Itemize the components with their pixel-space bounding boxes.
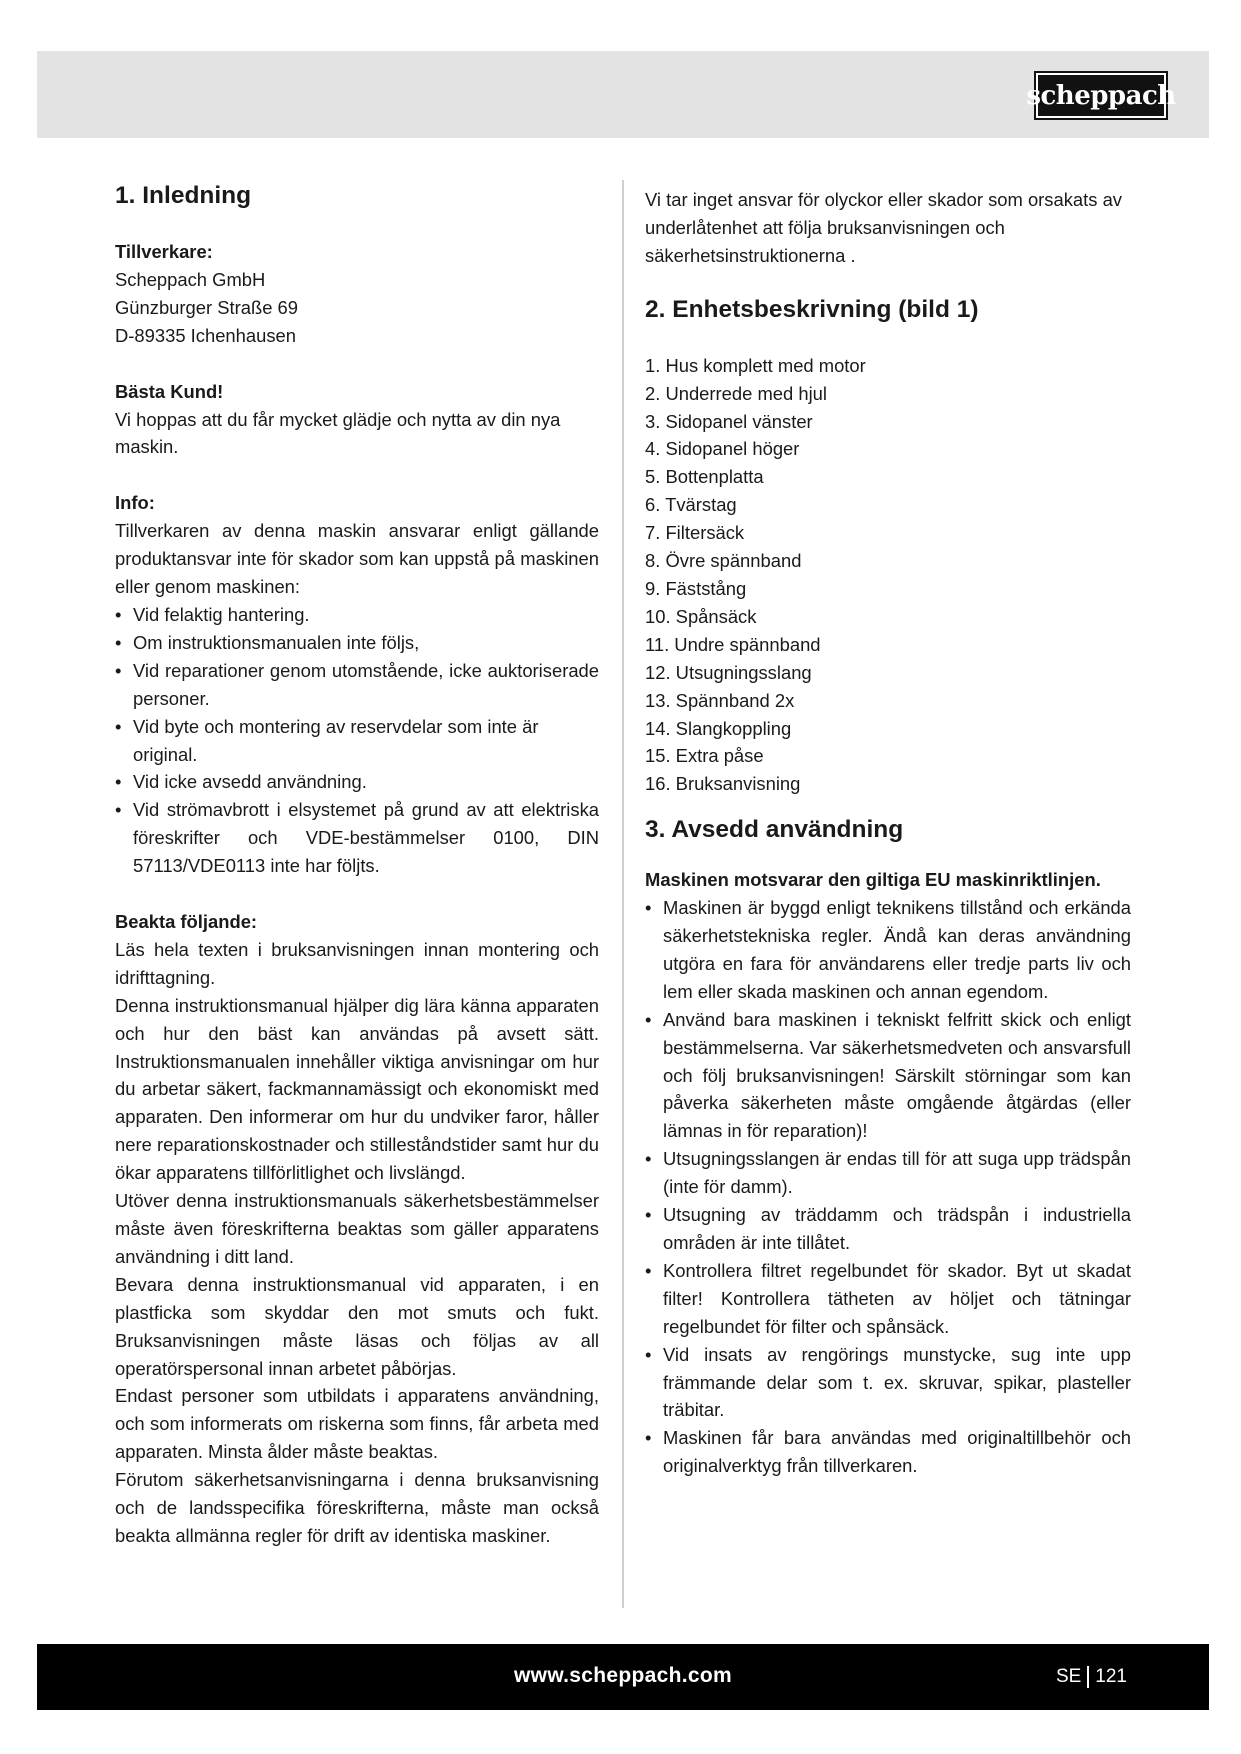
list-item: 10. Spånsäck — [645, 605, 757, 627]
note-paragraph: Bevara denna instruktionsmanual vid apparaten, i en plastficka som skyddar den mot smuts och fukt. Bruksanvisningen måste läsas och följas av all operatörspersonal innan arbetet påbörjas. — [115, 1273, 599, 1379]
list-item: • Vid strömavbrott i elsystemet på grund av att elektriska föreskrifter och VDE-bestämmelser 0100, DIN 57113/VDE0113 inte har följts. — [115, 796, 599, 880]
list-item: 2. Underrede med hjul — [645, 382, 827, 404]
list-item: • Vid byte och montering av reservdelar som inte är original. — [115, 713, 599, 769]
info-bullet-list — [115, 601, 599, 880]
list-item: • Kontrollera filtret regelbundet för skador. Byt ut skadat filter! Kontrollera tätheten av höljet och tätningar regelbundet för filter och spånsäck. — [645, 1257, 1131, 1341]
footer-band — [37, 1644, 1209, 1710]
list-item: • Om instruktionsmanualen inte följs, — [115, 629, 599, 657]
note-paragraph: Läs hela texten i bruksanvisningen innan montering och idrifttagning. — [115, 938, 599, 988]
section-2-title: 2. Enhetsbeskrivning (bild 1) — [645, 295, 979, 323]
page-number-value: 121 — [1095, 1666, 1127, 1687]
list-item: 8. Övre spännband — [645, 550, 802, 572]
list-item: 11. Undre spännband — [645, 633, 821, 655]
note-paragraph: Utöver denna instruktionsmanuals säkerhetsbestämmelser måste även föreskrifterna beaktas som gäller apparatens användning i ditt land. — [115, 1190, 599, 1267]
section-3-title: 3. Avsedd användning — [645, 816, 904, 844]
page-number — [1056, 1666, 1127, 1688]
list-item: • Maskinen är byggd enligt teknikens tillstånd och erkända säkerhetstekniska regler. Ändå kan deras användning utgöra en fara för användarens eller tredje parts liv och lem eller skada maskinen och annan egendom. — [645, 894, 1131, 1006]
section-1-title: 1. Inledning — [115, 182, 252, 209]
info-text: Tillverkaren av denna maskin ansvarar enligt gällande produktansvar inte för skador som kan uppstå på maskinen eller genom maskinen: — [115, 520, 599, 598]
list-item: • Vid reparationer genom utomstående, icke auktoriserade personer. — [115, 657, 599, 713]
info-label: Info: — [115, 492, 155, 514]
list-item: • Maskinen får bara användas med originaltillbehör och originalverktyg från tillverkaren. — [645, 1424, 1131, 1480]
manufacturer-street: Günzburger Straße 69 — [115, 296, 298, 318]
list-item: 14. Slangkoppling — [645, 717, 792, 739]
intended-use-lead: Maskinen motsvarar den giltiga EU maskinriktlinjen. — [645, 869, 1101, 891]
left-column — [115, 180, 599, 1550]
list-item: • Utsugning av träddamm och trädspån i industriella områden är inte tillåtet. — [645, 1201, 1131, 1257]
list-item: 6. Tvärstag — [645, 494, 737, 516]
list-item: 4. Sidopanel höger — [645, 438, 800, 460]
manufacturer-label: Tillverkare: — [115, 241, 213, 262]
list-item: • Vid felaktig hantering. — [115, 601, 599, 629]
liability-text: Vi tar inget ansvar för olyckor eller skador som orsakats av underlåtenhet att följa bruksanvisningen och säkerhetsinstruktionerna . — [645, 189, 1122, 266]
page-separator — [1087, 1666, 1089, 1688]
dear-customer-label: Bästa Kund! — [115, 380, 224, 402]
note-label: Beakta följande: — [115, 911, 258, 933]
list-item: 9. Fäststång — [645, 577, 747, 599]
list-item: • Vid icke avsedd användning. — [115, 768, 599, 796]
footer-website-link[interactable]: www.scheppach.com — [514, 1664, 732, 1687]
list-item: • Vid insats av rengörings munstycke, sug inte upp främmande delar som t. ex. skruvar, spikar, plasteller träbitar. — [645, 1341, 1131, 1425]
right-column — [645, 186, 1131, 1480]
manufacturer-city: D-89335 Ichenhausen — [115, 324, 296, 346]
list-item: 16. Bruksanvisning — [645, 773, 801, 795]
column-divider — [622, 180, 624, 1608]
device-parts-list — [645, 352, 1131, 799]
list-item: 5. Bottenplatta — [645, 466, 764, 488]
manufacturer-name: Scheppach GmbH — [115, 268, 266, 290]
note-paragraph: Förutom säkerhetsanvisningarna i denna bruksanvisning och de landsspecifika föreskrifterna, måste man också beakta allmänna regler för drift av identiska maskiner. — [115, 1469, 599, 1546]
list-item: 15. Extra påse — [645, 745, 764, 767]
list-item: • Använd bara maskinen i tekniskt felfritt skick och enligt bestämmelserna. Var säkerhetsmedveten och ansvarsfull och följ bruksanvisningen! Särskilt störningar som kan påverka säkerheten måste omgående åtgärdas (eller lämnas in för reparation)! — [645, 1006, 1131, 1146]
list-item: • Utsugningsslangen är endas till för att suga upp trädspån (inte för damm). — [645, 1145, 1131, 1201]
list-item: 13. Spännband 2x — [645, 689, 795, 711]
note-paragraph: Endast personer som utbildats i apparatens användning, och som informerats om riskerna som finns, får arbeta med apparaten. Minsta ålder måste beaktas. — [115, 1385, 599, 1463]
list-item: 7. Filtersäck — [645, 522, 745, 544]
note-paragraph: Denna instruktionsmanual hjälper dig lära känna apparaten och hur den bäst kan användas på avsett sätt. Instruktionsmanualen innehåller viktiga anvisningar om hur du arbetar säkert, fackmannamässigt och ekonomiskt med apparaten. Den informerar om hur du undviker faror, håller nere reparationskostnader och stilleståndstider samt hur du ökar apparatens tillförlitlighet och livslängd. — [115, 994, 599, 1184]
scheppach-logo: scheppach — [1034, 71, 1168, 120]
language-code: SE — [1055, 1666, 1082, 1687]
intended-use-bullet-list — [645, 894, 1131, 1480]
dear-customer-text: Vi hoppas att du får mycket glädje och nytta av din nya maskin. — [115, 408, 561, 458]
list-item: 12. Utsugningsslang — [645, 661, 812, 683]
list-item: 1. Hus komplett med motor — [645, 354, 866, 376]
list-item: 3. Sidopanel vänster — [645, 410, 813, 432]
